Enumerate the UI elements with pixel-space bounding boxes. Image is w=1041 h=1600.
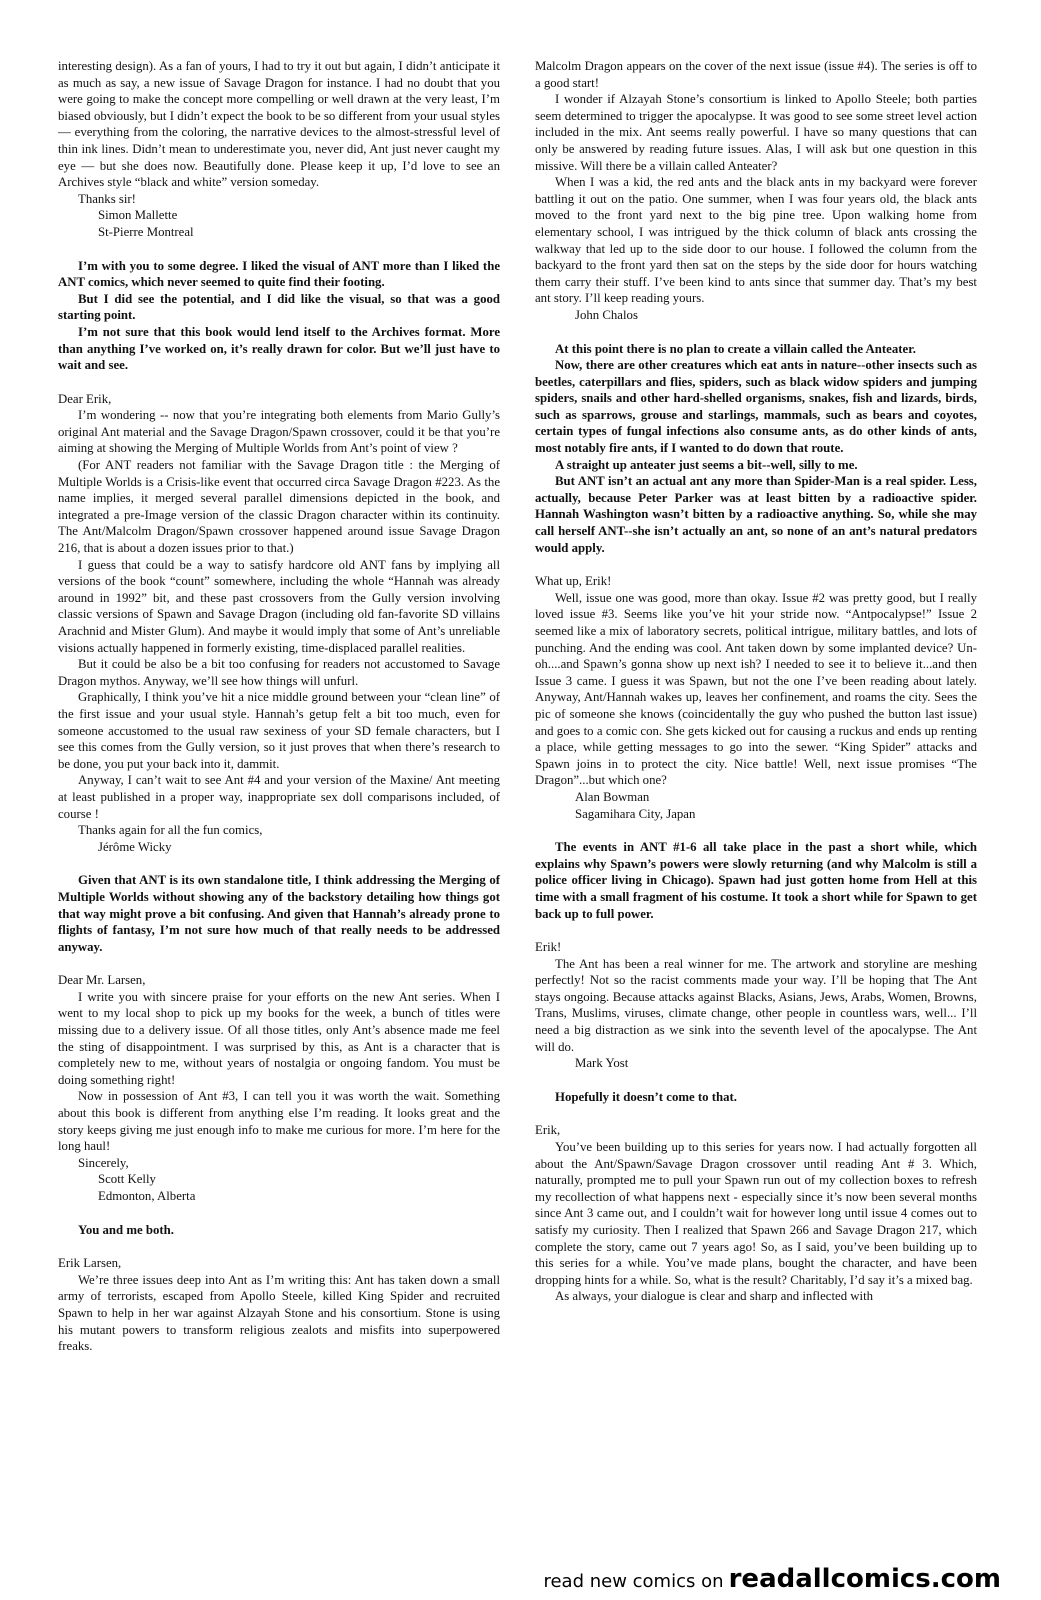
letter-paragraph: We’re three issues deep into Ant as I’m writing this: Ant has taken down a small army of terrorists, escaped from Apollo Steele, killed King Spider and recruited Spawn to help in her war against Alzayah Stone and his consortium. Stone is using his mutant powers to transform religious zealots and misfits into superpowered freaks. bbox=[58, 1272, 500, 1354]
letter-closing: Thanks sir! bbox=[78, 191, 136, 206]
letter-signature: Alan Bowman bbox=[575, 789, 650, 804]
letters-column-left bbox=[58, 58, 500, 1355]
editor-reply: A straight up anteater just seems a bit--well, silly to me. bbox=[555, 457, 858, 472]
letter-paragraph: (For ANT readers not familiar with the Savage Dragon title : the Merging of Multiple Worlds is a Crisis-like event that occurred circa Savage Dragon #223. As the name implies, it merged several parallel dimensions depicted in the book, and integrated a pre-Image version of the classic Dragon character within its continuity. The Ant/Malcolm Dragon/Spawn crossover happened around issue Savage Dragon 216, that is about a dozen issues prior to that.) bbox=[58, 458, 500, 556]
footer-site-link[interactable]: readallcomics.com bbox=[728, 1564, 1001, 1594]
letter-salutation: Dear Mr. Larsen, bbox=[58, 973, 146, 988]
letter-salutation: Erik! bbox=[535, 940, 562, 955]
editor-reply: Now, there are other creatures which eat ants in nature--other insects such as beetles, caterpillars and flies, spiders, such as black widow spiders and jumping spiders, snails and other hard-shelled organisms, snakes, fish and lizards, birds, such as sparrows, grouse and starlings, mammals, such as bears and coyotes, certain types of fungal infections also consume ants, as do other kinds of ants, most notably fire ants, if I wanted to do down that route. bbox=[535, 358, 977, 456]
letter-paragraph: I guess that could be a way to satisfy hardcore old ANT fans by implying all versions of the book “count” somewhere, including the whole “Hannah was already around in 1992” bit, and these past crossovers from the Gully version involving classic versions of Spawn and Savage Dragon (including old fan-favorite SD villains Arachnid and Mister Glum). And maybe it would imply that some of Ant’s unreliable visions actually happened in formerly existing, time-displaced parallel realities. bbox=[58, 557, 500, 655]
editor-reply: Given that ANT is its own standalone title, I think addressing the Merging of Multiple Worlds without showing any of the backstory detailing how things got that way might prove a bit confusing. And given that Hannah’s already prone to flights of fantasy, I’m not sure how much of that really needs to be addressed anyway. bbox=[58, 873, 500, 954]
letter-salutation: What up, Erik! bbox=[535, 574, 612, 589]
letter-paragraph: I’m wondering -- now that you’re integrating both elements from Mario Gully’s original Ant material and the Savage Dragon/Spawn crossover, could it be that you’re aiming at showing the Merging of Multiple Worlds from Ant’s point of view ? bbox=[58, 408, 500, 456]
letter-paragraph: When I was a kid, the red ants and the black ants in my backyard were forever battling it out on the patio. One summer, when I was four years old, the black ants moved to the front yard next to the big pine tree. Upon walking home from elementary school, I was intrigued by the thick column of black ants crossing the walkway that led up to the side door to our house. I followed the column from the backyard to the front yard then sat on the steps by the side door for hours watching them carry their stuff. I’ve been kind to ants since that summer day. That’s my best ant story. I’ll keep reading yours. bbox=[535, 175, 977, 306]
letter-paragraph: As always, your dialogue is clear and sharp and inflected with bbox=[555, 1289, 874, 1304]
letter-signature: Simon Mallette bbox=[98, 208, 178, 223]
letter-signature: Jérôme Wicky bbox=[98, 839, 172, 854]
letter-paragraph: interesting design). As a fan of yours, I had to try it out but again, I didn’t anticipate it as much as say, a new issue of Savage Dragon for instance. I had no doubt that you were going to make the concept more compelling or well drawn at the very least, I’m biased obviously, but I didn’t expect the book to be so different from your usual styles — everything from the coloring, the narrative devices to the almost-stressful level of thin ink lines. Didn’t mean to underestimate you, never did, Ant just never caught my eye — but she does now. Beautifully done. Please keep it up, I’d love to see an Archives style “black and white” version someday. bbox=[58, 59, 500, 190]
letter-closing: Sincerely, bbox=[78, 1155, 129, 1170]
watermark-footer bbox=[543, 1564, 1001, 1594]
letter-paragraph: The Ant has been a real winner for me. The artwork and storyline are meshing perfectly! Not so the racist comments made your way. I’ll be hoping that The Ant stays ongoing. Because attacks against Blacks, Asians, Jews, Arabs, Women, Browns, Trans, Muslims, viruses, climate change, other people in countless wars, well... I’ll need a big distraction as we sink into the seventh level of the apocalypse. The Ant will do. bbox=[535, 956, 977, 1054]
editor-reply: I’m not sure that this book would lend itself to the Archives format. More than anything I’ve worked on, it’s really drawn for color. But we’ll just have to wait and see. bbox=[58, 324, 500, 373]
editor-reply: At this point there is no plan to create a villain called the Anteater. bbox=[555, 341, 916, 356]
letter-salutation: Erik, bbox=[535, 1123, 561, 1138]
letter-paragraph: But it could be also be a bit too confusing for readers not accustomed to Savage Dragon mythos. Anyway, we’ll see how things will unfurl. bbox=[58, 657, 500, 688]
letter-paragraph: I write you with sincere praise for your efforts on the new Ant series. When I went to my local shop to pick up my books for the week, a bunch of titles were missing due to a delivery issue. Of all those titles, only Ant’s absence made me feel the sting of disappointment. I was surprised by this, as Ant is a character that is completely new to me, without years of nostalgia or ongoing fandom. You must be doing something right! bbox=[58, 989, 500, 1087]
editor-reply: Hopefully it doesn’t come to that. bbox=[555, 1089, 737, 1104]
letter-paragraph: Graphically, I think you’ve hit a nice middle ground between your “clean line” of the first issue and your usual style. Hannah’s getup felt a bit too much, even for someone accustomed to the usual raw sexiness of your SD female characters, but I see this comes from the Gully version, so it just proves that when there’s research to be done, you put your back into it, dammit. bbox=[58, 690, 500, 771]
letter-paragraph: Malcolm Dragon appears on the cover of the next issue (issue #4). The series is off to a good start! bbox=[535, 59, 977, 90]
letter-salutation: Erik Larsen, bbox=[58, 1256, 122, 1271]
letter-location: St-Pierre Montreal bbox=[98, 224, 194, 239]
letter-location: Sagamihara City, Japan bbox=[575, 806, 696, 821]
letter-location: Edmonton, Alberta bbox=[98, 1189, 196, 1203]
letter-signature: Mark Yost bbox=[575, 1056, 629, 1071]
editor-reply: I’m with you to some degree. I liked the visual of ANT more than I liked the ANT comics, which never seemed to quite find their footing. bbox=[58, 258, 500, 290]
editor-reply: But ANT isn’t an actual ant any more than Spider-Man is a real spider. Less, actually, because Peter Parker was at least bitten by a radioactive spider. Hannah Washington wasn’t bitten by a radioactive anything. So, while she may call herself ANT--she isn’t actually an ant, so none of an ant’s natural predators would apply. bbox=[535, 474, 977, 555]
letter-paragraph: Now in possession of Ant #3, I can tell you it was worth the wait. Something about this book is different from anything else I’m reading. It looks great and the story keeps giving me just enough info to make me curious for more. I’m here for the long haul! bbox=[58, 1089, 500, 1154]
letter-closing: Thanks again for all the fun comics, bbox=[78, 823, 263, 838]
editor-reply: But I did see the potential, and I did like the visual, so that was a good starting point. bbox=[58, 291, 500, 323]
footer-prefix: read new comics on bbox=[543, 1571, 724, 1592]
letter-paragraph: You’ve been building up to this series for years now. I had actually forgotten all about the Ant/Spawn/Savage Dragon crossover until reading Ant # 3. Which, naturally, prompted me to pull your Spawn run out of my collection boxes to refresh my recollection of what happens next - especially since it’s now been several months since Ant 3 came out, and I couldn’t wait for however long until issue 4 comes out to satisfy my curiosity. Then I realized that Spawn 266 and Savage Dragon 217, which complete the story, came out 7 years ago! So, as I said, you’ve been building up to this series for a while. You’ve made plans, bought the character, and have been dropping hints for a while. So, what is the result? Charitably, I’d say it’s a mixed bag. bbox=[535, 1140, 977, 1287]
letter-paragraph: Anyway, I can’t wait to see Ant #4 and your version of the Maxine/ Ant meeting at least published in a proper way, inappropriate sex doll comparisons included, of course ! bbox=[58, 773, 500, 821]
letter-paragraph: I wonder if Alzayah Stone’s consortium is linked to Apollo Steele; both parties seem determined to trigger the apocalypse. It was good to see some street level action included in the mix. Ant seems really powerful. I have so many questions that can only be answered by reading future issues. Alas, I will ask but one question in this missive. Will there be a villain called Anteater? bbox=[535, 92, 977, 173]
letter-salutation: Dear Erik, bbox=[58, 391, 112, 406]
letter-signature: Scott Kelly bbox=[98, 1172, 156, 1187]
letters-page bbox=[58, 58, 983, 1550]
letter-paragraph: Well, issue one was good, more than okay. Issue #2 was pretty good, but I really loved issue #3. Seems like you’ve hit your stride now. “Antpocalypse!” Issue 2 seemed like a mix of laboratory secrets, political intrigue, military battles, and lots of punching. And the ending was cool. Ant taken down by some implanted device? Un-oh....and Spawn’s gonna show up next ish? I needed to see it to believe it...and then Issue 3 came. I guess it was Spawn, but not the one I’ve been reading about lately. Anyway, Ant/Hannah wakes up, leaves her confinement, and roams the city. Sees the pic of someone she knows (coincidentally the guy who pushed the button last issue) and goes to a comic con. She gets kicked out for causing a ruckus and ends up renting a place, while getting messages to go into the sewer. “King Spider” attacks and Spawn joins in to protect the city. Nice battle! Well, next issue promises “The Dragon”...but which one? bbox=[535, 590, 977, 788]
letter-signature: John Chalos bbox=[575, 307, 638, 322]
letters-column-right bbox=[535, 58, 977, 1305]
editor-reply: You and me both. bbox=[78, 1222, 175, 1237]
editor-reply: The events in ANT #1-6 all take place in the past a short while, which explains why Spawn’s powers were slowly returning (and why Malcolm is still a police officer living in Chicago). Spawn had just gotten home from Hell at this time with a small fragment of his costume. It took a short while for Spawn to get back up to full power. bbox=[535, 840, 977, 921]
